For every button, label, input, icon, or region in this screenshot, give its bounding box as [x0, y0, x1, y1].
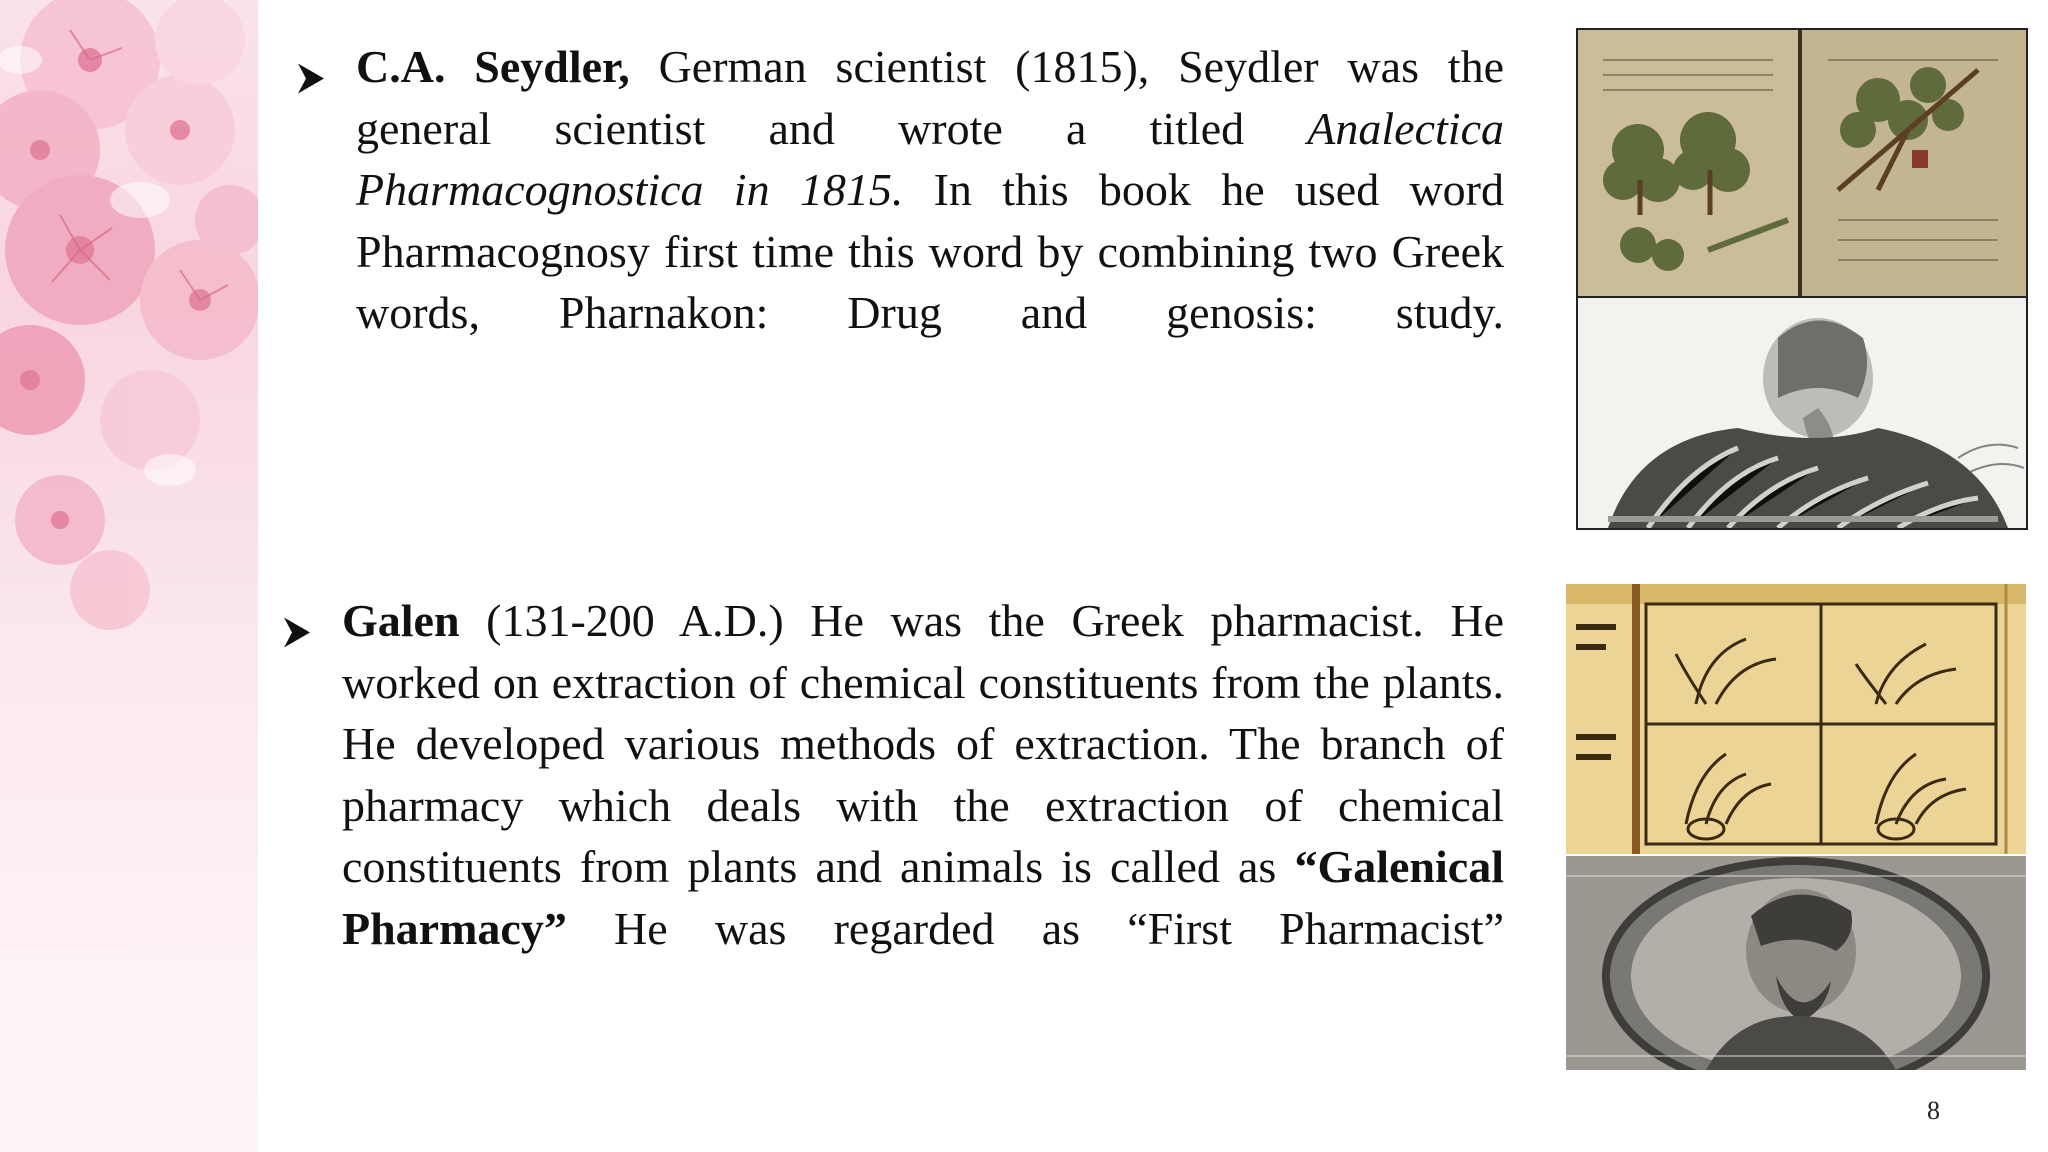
galen-paragraph [342, 590, 1504, 1021]
seydler-paragraph [356, 36, 1504, 405]
arrowhead-bullet-icon [282, 602, 312, 663]
seydler-book-title: Analectica Pharmacognostica in 1815. [356, 102, 1504, 215]
bullet-seydler [296, 36, 1504, 405]
herbal-manuscript-image [1576, 28, 2028, 298]
galen-name: Galen [342, 595, 460, 646]
galen-text-1: (131-200 A.D.) He was the Greek pharmacist. He worked on extraction of chemical constituents from the plants. He developed various methods of extraction. The branch of pharmacy which deals with the extraction of chemical constituents from plants and animals is called as [342, 595, 1504, 892]
engraved-medallion-portrait-image [1566, 856, 2026, 1070]
bullet-galen [282, 590, 1504, 1021]
engraved-portrait-image [1576, 296, 2028, 530]
seydler-name: C.A. Seydler, [356, 41, 630, 92]
arrowhead-bullet-icon [296, 48, 326, 109]
galenical-pharmacy-term: “Galenical Pharmacy” [342, 841, 1504, 954]
cherry-blossom-icon [0, 0, 258, 1152]
seydler-text-2: In this book he used word Pharmacognosy first time this word by combining two Greek words, Pharnakon: Drug and genosis: study. [356, 164, 1505, 338]
page-number: 8 [1927, 1096, 1940, 1125]
galen-text-2: He was regarded as “First Pharmacist” [566, 902, 1504, 954]
herbal-book-image [1566, 584, 2026, 854]
cherry-blossom-decoration [0, 0, 258, 1152]
seydler-text-1: German scientist (1815), Seydler was the general scientist and wrote a titled [356, 41, 1504, 154]
